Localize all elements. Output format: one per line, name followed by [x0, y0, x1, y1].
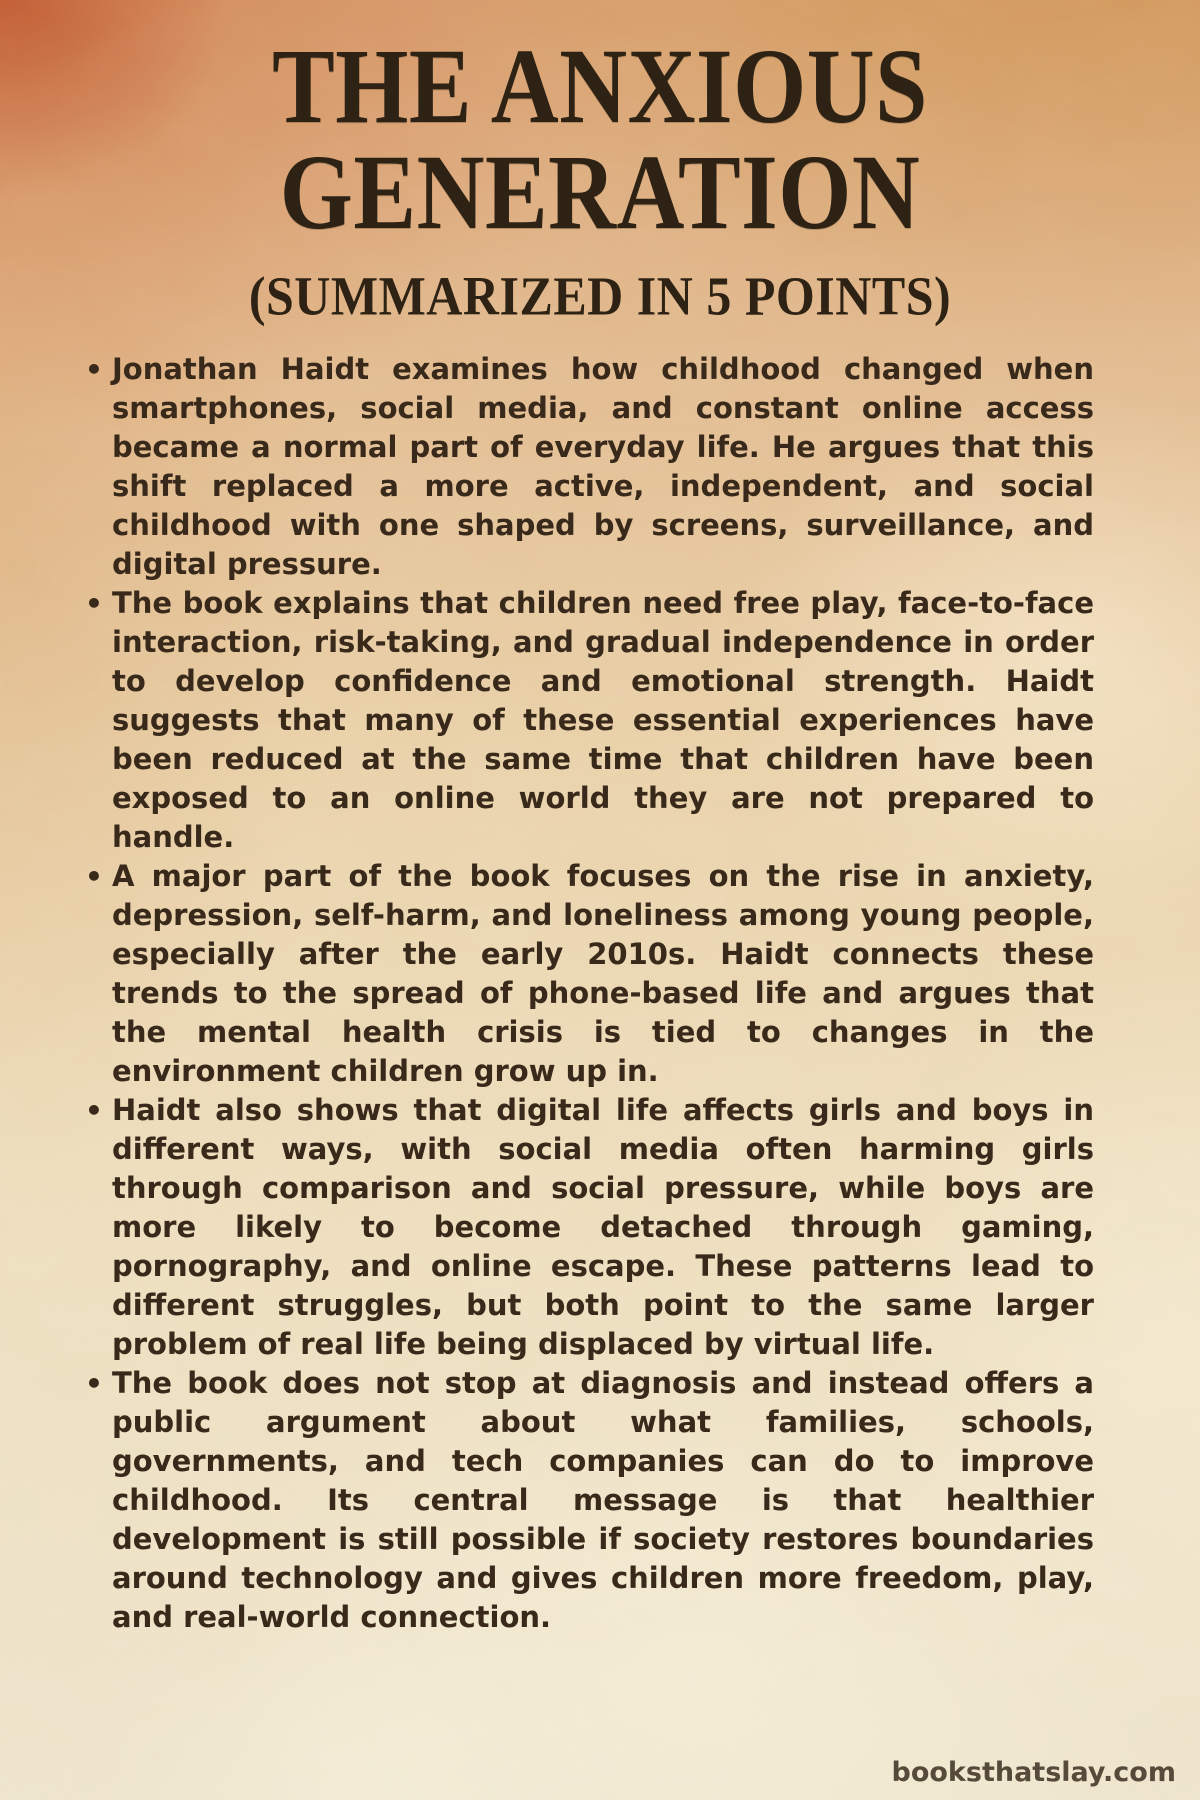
poster-header [0, 0, 1200, 327]
bullet-item: • The book explains that children need free play, face-to-face interaction, risk-taking, and gradual independence in order to develop confidence and emotional strength. Haidt suggests that many of these essential experiences have been reduced at the same time that children have been exposed to an online world they are not prepared to handle. [112, 584, 1094, 857]
page-title: THE ANXIOUS GENERATION [272, 27, 928, 252]
bullet-item: • Haidt also shows that digital life affects girls and boys in different ways, with social media often harming girls through comparison and social pressure, while boys are more likely to become detached through gaming, pornography, and online escape. These patterns lead to different struggles, but both point to the same larger problem of real life being displaced by virtual life. [112, 1091, 1094, 1364]
bullet-item: • A major part of the book focuses on the rise in anxiety, depression, self-harm, and loneliness among young people, especially after the early 2010s. Haidt connects these trends to the spread of phone-based life and argues that the mental health crisis is tied to changes in the environment children grow up in. [112, 857, 1094, 1091]
watermark: booksthatslay.com [891, 1757, 1176, 1788]
page-subtitle: (SUMMARIZED IN 5 POINTS) [248, 265, 952, 327]
bullet-item: • The book does not stop at diagnosis and instead offers a public argument about what families, schools, governments, and tech companies can do to improve childhood. Its central message is that healthier development is still possible if society restores boundaries around technology and gives children more freedom, play, and real-world connection. [112, 1364, 1094, 1637]
summary-list [112, 350, 1094, 1637]
bullet-item: • Jonathan Haidt examines how childhood changed when smartphones, social media, and constant online access became a normal part of everyday life. He argues that this shift replaced a more active, independent, and social childhood with one shaped by screens, surveillance, and digital pressure. [112, 350, 1094, 584]
